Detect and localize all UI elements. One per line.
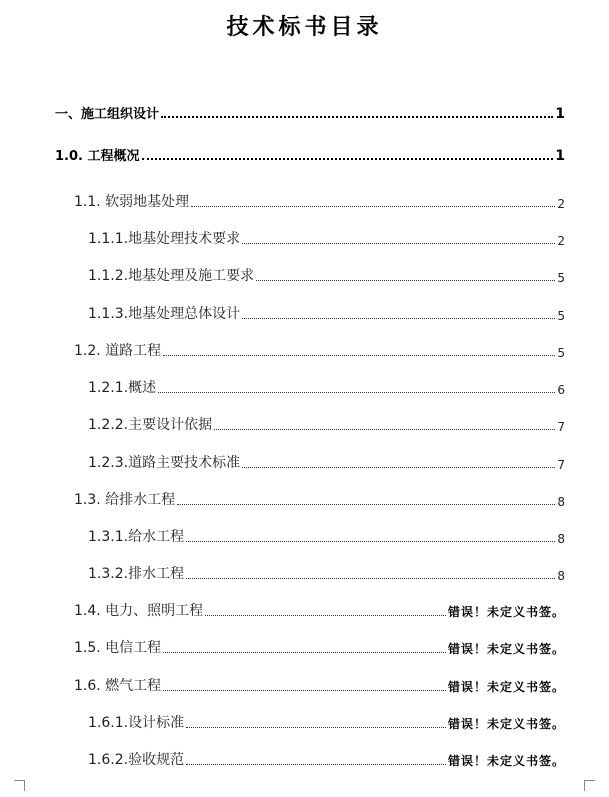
toc-entry[interactable] <box>74 489 565 509</box>
toc-entry-label: 1.0. 工程概况 <box>55 149 140 164</box>
toc-entry-label: 1.6. 燃气工程 <box>74 678 162 694</box>
toc-page-error: 错误！未定义书签。 <box>447 605 565 619</box>
toc-leader <box>214 428 555 430</box>
toc-leader <box>242 466 555 468</box>
toc-entry[interactable] <box>88 452 565 472</box>
toc-entry-label: 1.1.3.地基处理总体设计 <box>88 306 241 322</box>
toc-page-number: 5 <box>557 309 565 323</box>
toc-leader <box>186 540 555 542</box>
toc-entry[interactable] <box>88 228 565 248</box>
toc-leader <box>163 651 446 653</box>
toc-page-number: 5 <box>557 346 565 360</box>
toc-entry-label: 1.2.1.概述 <box>88 380 157 396</box>
toc-page-number: 1 <box>555 148 565 164</box>
toc-leader <box>163 689 446 691</box>
toc-leader <box>177 503 555 505</box>
toc-entry-label: 1.2. 道路工程 <box>74 343 162 359</box>
toc-page-number: 8 <box>557 569 565 583</box>
toc-entry[interactable] <box>88 265 565 285</box>
toc-page-number: 7 <box>557 420 565 434</box>
toc-entry[interactable] <box>88 563 565 583</box>
toc-page-error: 错误！未定义书签。 <box>447 680 565 694</box>
toc-entry[interactable] <box>55 102 565 122</box>
toc-entry[interactable] <box>74 191 565 211</box>
page-corner-mark <box>14 780 25 791</box>
toc-page-number: 6 <box>557 383 565 397</box>
toc-entry[interactable] <box>74 637 565 657</box>
toc-leader <box>142 157 554 160</box>
toc-entry[interactable] <box>74 675 565 695</box>
toc-entry[interactable] <box>55 144 565 164</box>
toc-page-error: 错误！未定义书签。 <box>447 642 565 656</box>
toc-page-number: 8 <box>557 495 565 509</box>
toc-entry-label: 1.3.1.给水工程 <box>88 529 185 545</box>
toc-entry-label: 1.1.1.地基处理技术要求 <box>88 231 241 247</box>
toc-leader <box>186 577 555 579</box>
toc-entry[interactable] <box>88 303 565 323</box>
toc-entry-label: 1.1. 软弱地基处理 <box>74 194 190 210</box>
toc-leader <box>191 205 555 207</box>
toc-entry[interactable] <box>88 749 565 769</box>
toc-leader <box>161 115 553 118</box>
toc-entry-label: 1.1.2.地基处理及施工要求 <box>88 268 255 284</box>
toc-entry-label: 1.6.1.设计标准 <box>88 715 185 731</box>
toc-leader <box>256 279 555 281</box>
toc-leader <box>163 354 555 356</box>
toc-page-error: 错误！未定义书签。 <box>447 754 565 768</box>
toc-entry-label: 1.5. 电信工程 <box>74 640 162 656</box>
toc-page-number: 2 <box>557 234 565 248</box>
toc-entry-label: 1.4. 电力、照明工程 <box>74 603 204 619</box>
toc-entry[interactable] <box>88 377 565 397</box>
toc-leader <box>186 726 446 728</box>
toc-leader <box>242 242 555 244</box>
toc-page-number: 5 <box>557 271 565 285</box>
toc-entry[interactable] <box>88 414 565 434</box>
toc-page-error: 错误！未定义书签。 <box>447 717 565 731</box>
toc-entry[interactable] <box>74 340 565 360</box>
toc-entry-label: 1.2.2.主要设计依据 <box>88 417 213 433</box>
toc-entry[interactable] <box>88 712 565 732</box>
toc-entry-label: 1.2.3.道路主要技术标准 <box>88 455 241 471</box>
toc-entry-label: 一、施工组织设计 <box>55 107 160 122</box>
toc-entry[interactable] <box>88 526 565 546</box>
toc-page-number: 2 <box>557 197 565 211</box>
toc-leader <box>205 614 446 616</box>
toc-leader <box>242 317 555 319</box>
toc-entry-label: 1.3. 给排水工程 <box>74 492 176 508</box>
toc-leader <box>158 391 555 393</box>
toc-leader <box>186 763 446 765</box>
toc-entry-label: 1.6.2.验收规范 <box>88 752 185 768</box>
toc-page-number: 1 <box>555 106 565 122</box>
toc-page-number: 7 <box>557 458 565 472</box>
toc-entry[interactable] <box>74 600 565 620</box>
document-title: 技术标书目录 <box>226 14 383 40</box>
page-corner-mark <box>584 780 595 791</box>
toc-page-number: 8 <box>557 532 565 546</box>
toc-entry-label: 1.3.2.排水工程 <box>88 566 185 582</box>
